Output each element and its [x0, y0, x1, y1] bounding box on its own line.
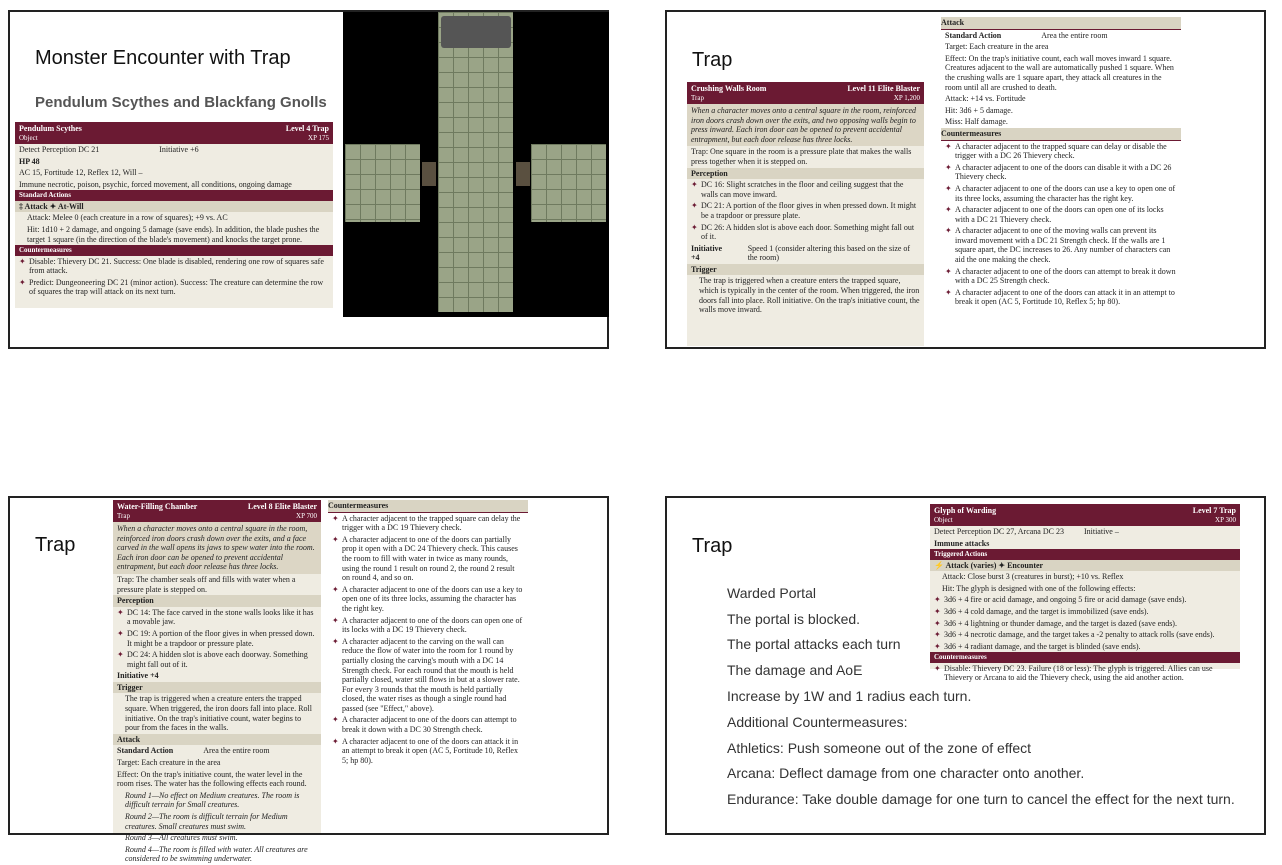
slide-title: Trap — [692, 49, 733, 71]
stat-block-header — [15, 122, 333, 144]
section-triggered-actions: Triggered Actions — [930, 549, 1240, 559]
effect-item: ✦ 3d6 + 4 cold damage, and the target is immobilized (save ends). — [930, 606, 1240, 618]
trap-name: Water-Filling Chamber — [117, 502, 198, 511]
attack-line: Attack: +14 vs. Fortitude — [945, 94, 1026, 104]
slide-trap-glyph[interactable] — [665, 496, 1266, 835]
trap-type: Trap — [117, 511, 130, 520]
perception-dc24: ✦ DC 24: A hidden slot is above each doorway. Something might fall out of it. — [113, 649, 321, 670]
perception-dc14: ✦ DC 14: The face carved in the stone walls looks like it has a movable jaw. — [113, 607, 321, 628]
immune-line: Immune necrotic, poison, psychic, forced movement, all conditions, ongoing damage — [19, 179, 292, 189]
slide-monster-encounter[interactable] — [8, 10, 609, 349]
target-line: Target: Each creature in the area — [117, 758, 221, 768]
trap-line: Trap: The chamber seals off and fills with water when a pressure plate is stepped on. — [117, 574, 296, 594]
initiative-line: Initiative +6 — [159, 144, 199, 154]
standard-action: Standard Action — [945, 30, 1002, 40]
trigger-text: The trap is triggered when a creature enters the trapped square, which is typically in the center of the room. When triggered, the iron doors fall into place. Roll initiative. On the trap's initiative count, the walls move inward. — [699, 276, 920, 315]
stat-block-header — [687, 82, 924, 104]
map-door-left — [422, 162, 436, 186]
initiative-line: Initiative +4 — [117, 671, 159, 681]
perception-dc26: ✦ DC 26: A hidden slot is above each door. Something might fall out of it. — [687, 222, 924, 243]
section-countermeasures: Countermeasures — [15, 245, 333, 255]
attack-line: Attack: Close burst 3 (creatures in burst); +10 vs. Reflex — [942, 572, 1124, 582]
target-line: Target: Each creature in the area — [945, 42, 1049, 52]
hit-line: Hit: 1d10 + 2 damage, and ongoing 5 damage (save ends). In addition, the blade pushes the target 1 square (in the direction of the blade's movement) and knocks the target prone. — [27, 224, 320, 244]
slide-line: Endurance: Take double damage for one turn to cancel the effect for the next turn. — [727, 791, 1235, 807]
countermeasure-item: ✦ A character adjacent to one of the doors can attack it in an attempt to break it open (AC 5, Fortitude 10, Reflex 5; hp 80). — [328, 736, 528, 767]
section-trigger: Trigger — [687, 264, 924, 276]
slide-line: Arcana: Deflect damage from one character onto another. — [727, 765, 1085, 781]
countermeasure-predict: ✦ Predict: Dungeoneering DC 21 (minor action). Success: The creature can determine the row of squares the trap will attack on its next turn. — [15, 277, 333, 298]
round-2: Round 2—The room is difficult terrain for Medium creatures. Small creatures must swim. — [125, 812, 288, 831]
countermeasure-item: ✦ A character adjacent to the trapped square can delay the trigger with a DC 19 Thievery check. — [328, 513, 528, 534]
map-room-left — [345, 144, 420, 222]
defenses-line: AC 15, Fortitude 12, Reflex 12, Will – — [19, 168, 143, 178]
slide-line: Additional Countermeasures: — [727, 714, 908, 730]
slide-line: Athletics: Push someone out of the zone of effect — [727, 740, 1032, 756]
map-tokens — [441, 16, 511, 48]
countermeasure-item: ✦ A character adjacent to one of the doors can disable it with a DC 26 Thievery check. — [941, 162, 1181, 183]
flavor-text: When a character moves onto a central square in the room, reinforced iron doors crash down over the exits, and a face carved in the wall opens its jaws to spew water into the room. Each iron door can be opened to prevent accidental entrapment, but each door release has three locks. — [113, 522, 321, 574]
effect-item: ✦ 3d6 + 4 necrotic damage, and the target takes a -2 penalty to attack rolls (save ends). — [930, 629, 1240, 641]
detect-line: Detect Perception DC 21 — [19, 144, 100, 154]
slide-line: The damage and AoE — [727, 662, 863, 678]
trap-type: Trap — [691, 93, 704, 102]
section-countermeasures: Countermeasures — [930, 652, 1240, 662]
trap-xp: XP 1,200 — [893, 93, 920, 102]
effect-line: Effect: On the trap's initiative count, the water level in the room rises. The water has the following effects each round. — [117, 769, 307, 789]
slide-line: Increase by 1W and 1 radius each turn. — [727, 688, 972, 704]
trap-name: Pendulum Scythes — [19, 124, 82, 133]
trap-xp: XP 700 — [296, 511, 317, 520]
detect-line: Detect Perception DC 27, Arcana DC 23 — [934, 526, 1064, 536]
trap-level: Level 11 Elite Blaster — [847, 84, 920, 93]
countermeasure-item: ✦ A character adjacent to one of the doors can open one of its locks with a DC 21 Thievery check. — [941, 204, 1181, 225]
perception-dc16: ✦ DC 16: Slight scratches in the floor and ceiling suggest that the walls can move inward. — [687, 179, 924, 200]
initiative-line: Initiative +4 — [691, 243, 723, 263]
perception-dc21: ✦ DC 21: A portion of the floor gives in when pressed down. It might be a trapdoor or pressure plate. — [687, 200, 924, 221]
dungeon-map — [343, 12, 609, 317]
map-room-right — [531, 144, 606, 222]
trap-level: Level 4 Trap — [285, 124, 329, 133]
stat-block-pendulum-scythes — [15, 122, 333, 308]
stat-block-crushing-walls — [687, 82, 924, 346]
stat-block-glyph-of-warding — [930, 504, 1240, 683]
stat-block-header — [930, 504, 1240, 526]
section-countermeasures: Countermeasures — [328, 500, 528, 513]
hp-line: HP 48 — [19, 156, 40, 166]
map-door-right — [516, 162, 530, 186]
flavor-text: When a character moves onto a central square in the room, reinforced iron doors crash down over the exits, and two opposing walls begin to press inward. Each iron door can be opened to prevent accidental entrapment, but each door release has three locks. — [687, 104, 924, 146]
perception-dc19: ✦ DC 19: A portion of the floor gives in when pressed down. It might be a trapdoor or pressure plate. — [113, 628, 321, 649]
effect-line: Effect: On the trap's initiative count, each wall moves inward 1 square. Creatures adjacent to the wall are automatically pushed 1 square. When the crushing walls are 1 square apart, they attack all creatures in the room until all are crushed to death. — [945, 53, 1174, 92]
immune-line: Immune attacks — [934, 538, 990, 548]
hit-line: Hit: The glyph is designed with one of the following effects: — [942, 583, 1136, 593]
section-perception: Perception — [687, 168, 924, 180]
map-corridor — [438, 12, 513, 312]
stat-block-water-chamber-right — [328, 500, 528, 833]
trap-level: Level 8 Elite Blaster — [247, 502, 317, 511]
section-attack: Attack — [941, 17, 1181, 30]
slide-title: Trap — [692, 535, 733, 557]
slide-subtitle: Pendulum Scythes and Blackfang Gnolls — [35, 94, 327, 111]
round-3: Round 3—All creatures must swim. — [125, 833, 238, 843]
section-attack: Attack — [113, 734, 321, 746]
initiative-line: Initiative – — [1083, 526, 1119, 536]
countermeasure-item: ✦ A character adjacent to one of the doors can attempt to break it down with a DC 30 Strength check. — [328, 714, 528, 735]
slide-line: The portal is blocked. — [727, 611, 861, 627]
countermeasure-item: ✦ A character adjacent to one of the doors can attempt to break it down with a DC 25 Strength check. — [941, 266, 1181, 287]
trap-type: Object — [19, 133, 38, 142]
standard-action: Standard Action — [117, 746, 174, 756]
round-4: Round 4—The room is filled with water. All creatures are considered to be swimming underwater. — [125, 844, 308, 864]
countermeasure-item: ✦ A character adjacent to one of the doors can open one of its locks with a DC 19 Thievery check. — [328, 615, 528, 636]
countermeasure-item: ✦ A character adjacent to one of the doors can use a key to open one of its three locks, assuming the character has the right key. — [941, 183, 1181, 204]
section-countermeasures: Countermeasures — [941, 128, 1181, 141]
slide-line: Warded Portal — [727, 585, 816, 601]
slide-line: The portal attacks each turn — [727, 636, 901, 652]
trigger-text: The trap is triggered when a creature enters the trapped square. When triggered, the iron doors fall into place. Roll initiative. On the trap's initiative count, water begins to pour from the faces in the walls. — [125, 694, 312, 733]
countermeasure-item: ✦ A character adjacent to one of the doors can partially prop it open with a DC 24 Thievery check. This causes the room to fill with water in twice as many rounds, using the round 1 result on round 2, the round 2 result on round 4, and so on. — [328, 534, 528, 584]
trap-xp: XP 175 — [308, 133, 329, 142]
attack-line: Attack: Melee 0 (each creature in a row of squares); +9 vs. AC — [27, 213, 228, 223]
trap-name: Glyph of Warding — [934, 506, 997, 515]
effect-item: ✦ 3d6 + 4 radiant damage, and the target is blinded (save ends). — [930, 641, 1240, 653]
countermeasure-item: ✦ A character adjacent to the carving on the wall can reduce the flow of water into the room for 1 round by partially closing the carving's mouth with a DC 14 Strength check. For each round that the mouth is held partially closed, water still flows in but at a slower rate. For every 3 rounds that the mouth is held partially closed, the water rises as though a single round had passed (see "Effect," above). — [328, 636, 528, 715]
miss-line: Miss: Half damage. — [945, 117, 1008, 127]
speed-line: Speed 1 (consider altering this based on the size of the room) — [747, 243, 911, 263]
section-trigger: Trigger — [113, 682, 321, 694]
slide-title: Trap — [35, 534, 76, 556]
slide-trap-crushing-walls[interactable] — [665, 10, 1266, 349]
countermeasure-item: ✦ A character adjacent to one of the doors can use a key to open one of its three locks, assuming the character has the right key. — [328, 584, 528, 615]
effect-item: ✦ 3d6 + 4 lightning or thunder damage, and the target is dazed (save ends). — [930, 618, 1240, 630]
countermeasure-item: ✦ A character adjacent to one of the moving walls can prevent its inward movement with a DC 21 Strength check. If the walls are 1 square apart, the DC increases to 26. Any number of characters can aid the one making the check. — [941, 225, 1181, 265]
hit-line: Hit: 3d6 + 5 damage. — [945, 105, 1013, 115]
countermeasure-item: ✦ A character adjacent to the trapped square can delay or disable the trigger with a DC 26 Thievery check. — [941, 141, 1181, 162]
stat-block-crushing-walls-right — [941, 17, 1181, 345]
countermeasure-item: ✦ A character adjacent to one of the doors can attack it in an attempt to break it open (AC 5, Fortitude 10, Reflex 5; hp 80). — [941, 287, 1181, 308]
round-1: Round 1—No effect on Medium creatures. The room is difficult terrain for Small creatures. — [125, 790, 300, 810]
stat-block-water-chamber — [113, 500, 321, 864]
countermeasure-disable: ✦ Disable: Thievery DC 23. Failure (18 or less): The glyph is triggered. Allies can use Thievery or Arcana to aid the Thievery check, using the aid another action. — [930, 663, 1240, 684]
countermeasure-disable: ✦ Disable: Thievery DC 21. Success: One blade is disabled, rendering one row of squares safe from attack. — [15, 256, 333, 277]
slide-title: Monster Encounter with Trap — [35, 47, 291, 69]
effect-item: ✦ 3d6 + 4 fire or acid damage, and ongoing 5 fire or acid damage (save ends). — [930, 594, 1240, 606]
area-line: Area the entire room — [203, 746, 270, 756]
trap-xp: XP 300 — [1215, 515, 1236, 524]
section-perception: Perception — [113, 595, 321, 607]
stat-block-header — [113, 500, 321, 522]
area-line: Area the entire room — [1041, 30, 1108, 40]
trap-type: Object — [934, 515, 953, 524]
trap-line: Trap: One square in the room is a pressure plate that makes the walls press together when it is stepped on. — [691, 147, 912, 166]
attack-name: ⚡ Attack (varies) ✦ Encounter — [930, 560, 1240, 572]
slide-trap-water-chamber[interactable] — [8, 496, 609, 864]
section-standard-actions: Standard Actions — [15, 190, 333, 200]
trap-name: Crushing Walls Room — [691, 84, 767, 93]
attack-name: ‡ Attack ✦ At-Will — [15, 201, 333, 213]
trap-level: Level 7 Trap — [1192, 506, 1236, 515]
